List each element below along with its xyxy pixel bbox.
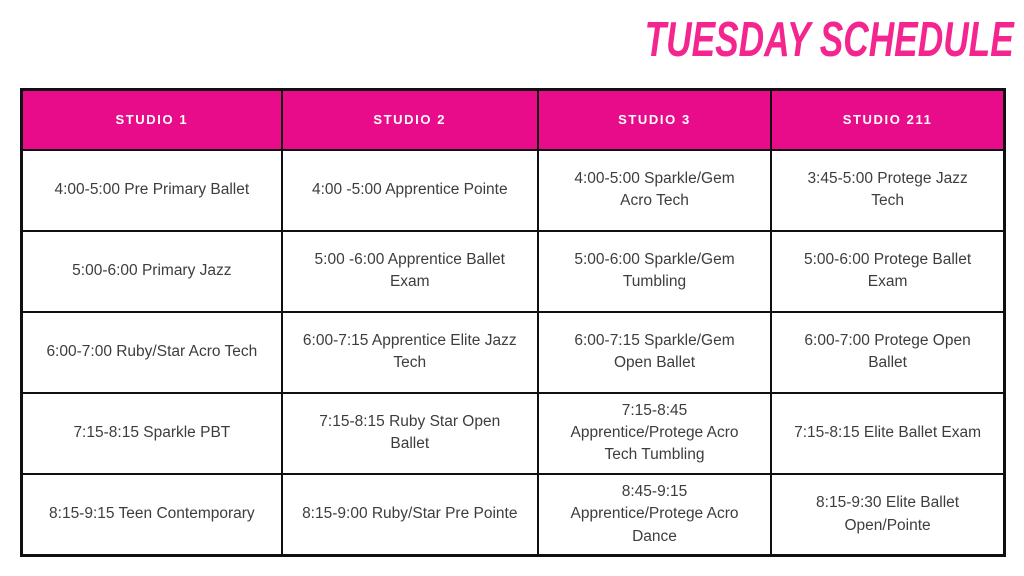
class-cell: 7:15-8:15 Sparkle PBT xyxy=(22,393,282,474)
studio-header-cell: STUDIO 211 xyxy=(771,90,1004,150)
class-cell: 8:15-9:15 Teen Contemporary xyxy=(22,474,282,556)
schedule-table-body xyxy=(22,150,1005,556)
schedule-table xyxy=(20,88,1006,557)
studio-header-cell: STUDIO 2 xyxy=(282,90,538,150)
class-cell: 3:45-5:00 Protege Jazz Tech xyxy=(771,150,1004,231)
schedule-row xyxy=(22,474,1005,556)
schedule-row xyxy=(22,150,1005,231)
class-cell: 7:15-8:15 Ruby Star Open Ballet xyxy=(282,393,538,474)
class-cell: 6:00-7:15 Sparkle/Gem Open Ballet xyxy=(538,312,771,393)
class-cell: 4:00-5:00 Sparkle/Gem Acro Tech xyxy=(538,150,771,231)
class-cell: 6:00-7:00 Protege Open Ballet xyxy=(771,312,1004,393)
class-cell: 8:45-9:15 Apprentice/Protege Acro Dance xyxy=(538,474,771,556)
studio-header-cell: STUDIO 3 xyxy=(538,90,771,150)
class-cell: 8:15-9:00 Ruby/Star Pre Pointe xyxy=(282,474,538,556)
class-cell: 5:00 -6:00 Apprentice Ballet Exam xyxy=(282,231,538,312)
page-title: TUESDAY SCHEDULE xyxy=(644,13,1014,67)
class-cell: 6:00-7:00 Ruby/Star Acro Tech xyxy=(22,312,282,393)
studio-header-cell: STUDIO 1 xyxy=(22,90,282,150)
schedule-row xyxy=(22,393,1005,474)
schedule-table-header xyxy=(22,90,1005,150)
class-cell: 5:00-6:00 Protege Ballet Exam xyxy=(771,231,1004,312)
class-cell: 8:15-9:30 Elite Ballet Open/Pointe xyxy=(771,474,1004,556)
schedule-row xyxy=(22,231,1005,312)
header-row xyxy=(22,90,1005,150)
class-cell: 4:00 -5:00 Apprentice Pointe xyxy=(282,150,538,231)
class-cell: 7:15-8:45 Apprentice/Protege Acro Tech Tumbling xyxy=(538,393,771,474)
class-cell: 5:00-6:00 Sparkle/Gem Tumbling xyxy=(538,231,771,312)
class-cell: 7:15-8:15 Elite Ballet Exam xyxy=(771,393,1004,474)
class-cell: 4:00-5:00 Pre Primary Ballet xyxy=(22,150,282,231)
class-cell: 5:00-6:00 Primary Jazz xyxy=(22,231,282,312)
class-cell: 6:00-7:15 Apprentice Elite Jazz Tech xyxy=(282,312,538,393)
schedule-row xyxy=(22,312,1005,393)
